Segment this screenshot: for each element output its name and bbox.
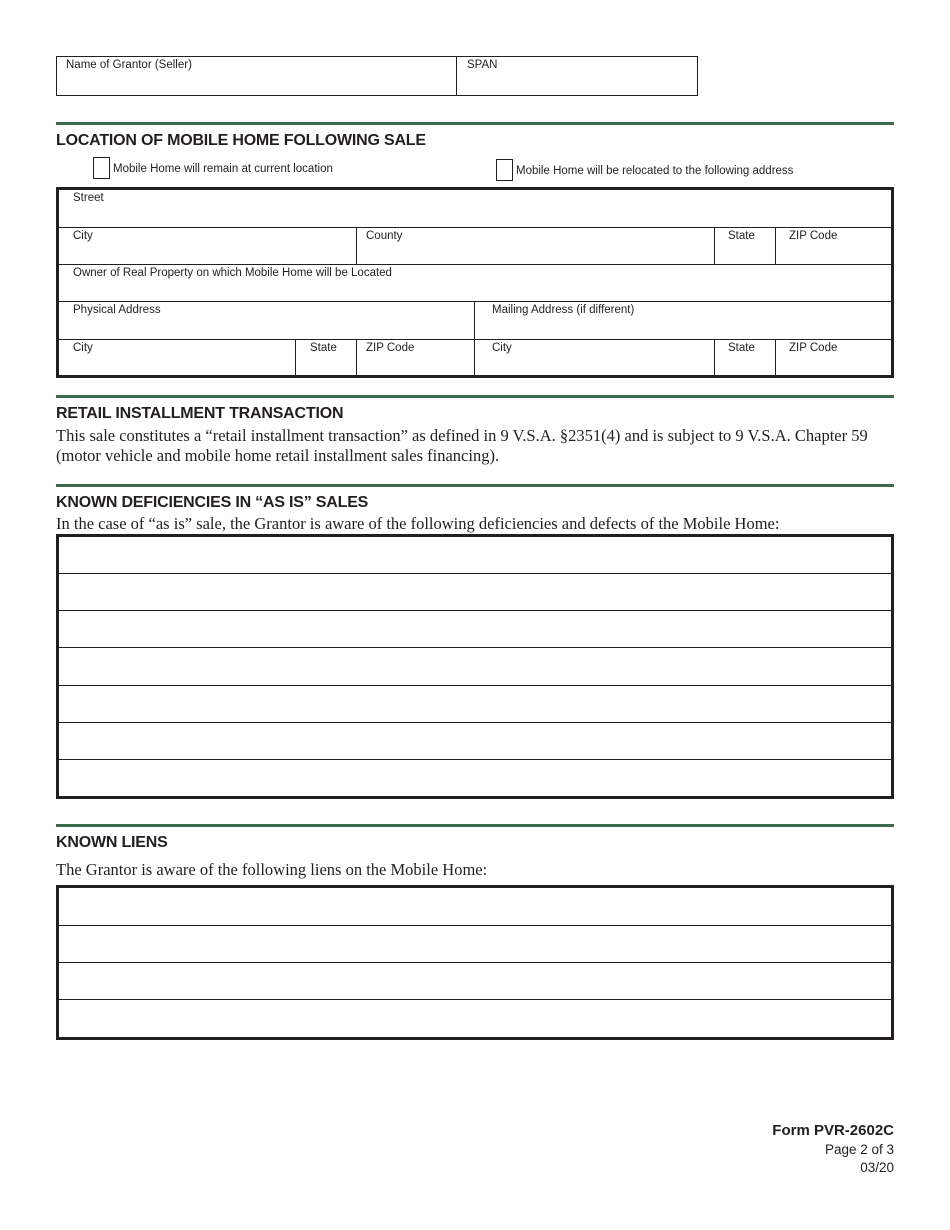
mailing-city-field[interactable]	[476, 357, 712, 375]
lien-row-line	[58, 999, 892, 1000]
address-col-line	[356, 227, 357, 264]
deficiency-row-field[interactable]	[60, 649, 890, 683]
mailing-city-label: City	[492, 342, 512, 354]
span-label: SPAN	[467, 59, 498, 71]
lien-row-line	[58, 962, 892, 963]
deficiency-row-line	[58, 647, 892, 648]
city-label: City	[73, 230, 93, 242]
grantor-name-label: Name of Grantor (Seller)	[66, 59, 192, 71]
form-date: 03/20	[860, 1160, 894, 1175]
address-row-line	[58, 339, 892, 340]
address-col-line	[775, 227, 776, 264]
span-field[interactable]	[458, 74, 696, 94]
retail-text-line-1: This sale constitutes a “retail installment transaction” as defined in 9 V.S.A. §2351(4) and is subject to 9 V.S.A. Chapter 59	[56, 426, 868, 445]
deficiencies-heading: KNOWN DEFICIENCIES IN “AS IS” SALES	[56, 494, 369, 511]
zip-field[interactable]	[777, 245, 890, 263]
deficiency-row-field[interactable]	[60, 687, 890, 721]
location-rule	[56, 122, 894, 125]
mailing-state-label: State	[728, 342, 755, 354]
owner-field[interactable]	[60, 282, 890, 300]
address-col-line	[356, 339, 357, 377]
county-field[interactable]	[358, 245, 712, 263]
deficiency-row-field[interactable]	[60, 575, 890, 609]
lien-row-field[interactable]	[60, 927, 890, 961]
mailing-zip-field[interactable]	[777, 357, 890, 375]
state-field[interactable]	[716, 245, 773, 263]
lien-row-field[interactable]	[60, 1001, 890, 1036]
street-field[interactable]	[60, 207, 890, 225]
state-label: State	[728, 230, 755, 242]
physical-zip-field[interactable]	[358, 357, 472, 375]
address-row-line	[58, 264, 892, 265]
county-label: County	[366, 230, 403, 242]
deficiency-row-field[interactable]	[60, 612, 890, 646]
deficiency-row-field[interactable]	[60, 724, 890, 758]
deficiencies-rule	[56, 484, 894, 487]
mailing-state-field[interactable]	[716, 357, 773, 375]
city-field[interactable]	[60, 245, 354, 263]
form-number: Form PVR-2602C	[772, 1122, 894, 1139]
physical-address-field[interactable]	[60, 319, 472, 337]
mailing-address-label: Mailing Address (if different)	[492, 304, 635, 316]
deficiency-row-line	[58, 759, 892, 760]
liens-rule	[56, 824, 894, 827]
physical-zip-label: ZIP Code	[366, 342, 415, 354]
deficiency-row-field[interactable]	[60, 761, 890, 795]
retail-text-line-2: (motor vehicle and mobile home retail installment sales financing).	[56, 446, 500, 465]
liens-intro: The Grantor is aware of the following liens on the Mobile Home:	[56, 860, 488, 879]
deficiency-row-line	[58, 573, 892, 574]
deficiency-row-line	[58, 685, 892, 686]
owner-label: Owner of Real Property on which Mobile Home will be Located	[73, 267, 392, 279]
grantor-name-field[interactable]	[58, 74, 454, 94]
lien-row-line	[58, 925, 892, 926]
address-col-line	[295, 339, 296, 377]
retail-rule	[56, 395, 894, 398]
deficiency-row-line	[58, 722, 892, 723]
address-col-line	[714, 227, 715, 264]
mailing-address-field[interactable]	[476, 319, 890, 337]
zip-label: ZIP Code	[789, 230, 838, 242]
liens-heading: KNOWN LIENS	[56, 834, 168, 851]
deficiency-row-field[interactable]	[60, 537, 890, 572]
address-row-line	[58, 227, 892, 228]
grantor-divider	[456, 56, 457, 96]
address-col-line	[775, 339, 776, 377]
retail-heading: RETAIL INSTALLMENT TRANSACTION	[56, 405, 344, 422]
address-row-line	[58, 301, 892, 302]
remain-label: Mobile Home will remain at current location	[113, 163, 333, 175]
physical-state-label: State	[310, 342, 337, 354]
relocate-label: Mobile Home will be relocated to the following address	[516, 165, 794, 177]
deficiencies-intro: In the case of “as is” sale, the Grantor is aware of the following deficiencies and defects of the Mobile Home:	[56, 514, 780, 533]
lien-row-field[interactable]	[60, 888, 890, 923]
physical-address-label: Physical Address	[73, 304, 161, 316]
address-col-line	[714, 339, 715, 377]
physical-state-field[interactable]	[297, 357, 354, 375]
physical-city-field[interactable]	[60, 357, 293, 375]
page-number: Page 2 of 3	[824, 1142, 894, 1157]
location-heading: LOCATION OF MOBILE HOME FOLLOWING SALE	[56, 132, 426, 149]
footer	[772, 1121, 894, 1177]
relocate-checkbox[interactable]	[496, 159, 513, 181]
physical-city-label: City	[73, 342, 93, 354]
deficiency-row-line	[58, 610, 892, 611]
lien-row-field[interactable]	[60, 964, 890, 998]
remain-checkbox[interactable]	[93, 157, 110, 179]
mailing-zip-label: ZIP Code	[789, 342, 838, 354]
address-col-line	[474, 301, 475, 377]
street-label: Street	[73, 192, 104, 204]
